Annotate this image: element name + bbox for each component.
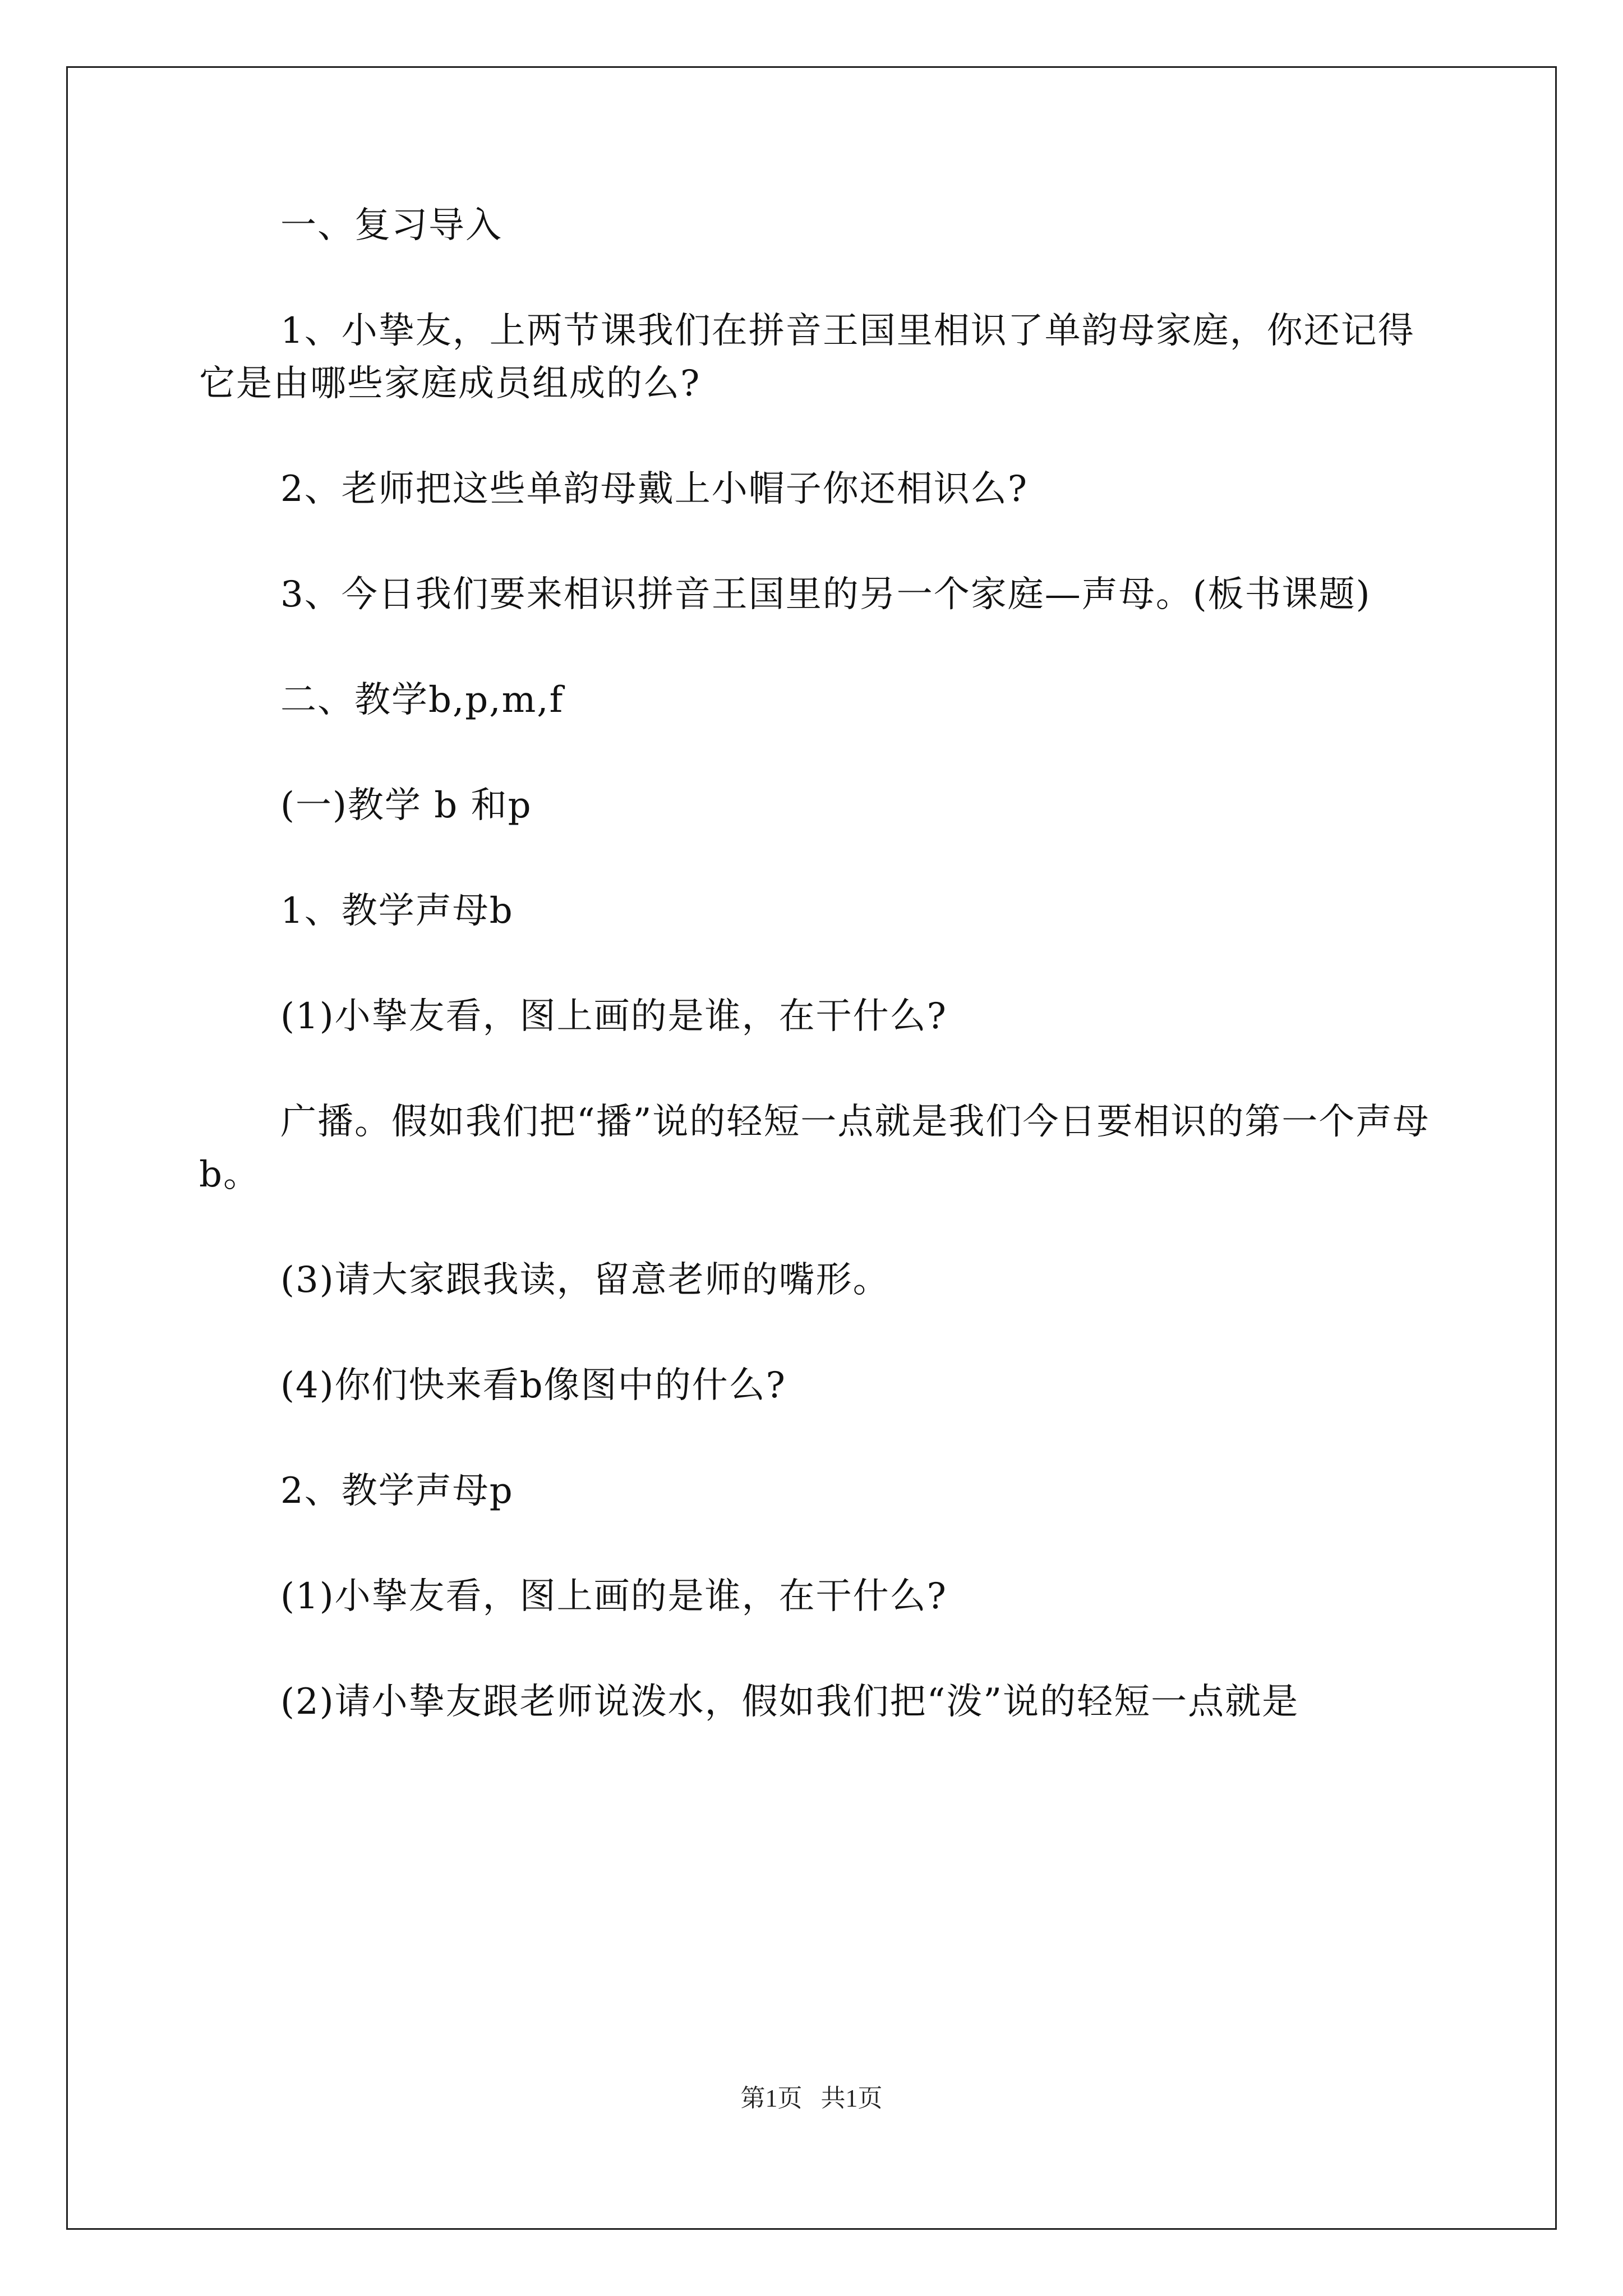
paragraph: 2、老师把这些单韵母戴上小帽子你还相识么? [280, 468, 1029, 510]
paragraph: (3)请大家跟我读，留意老师的嘴形。 [280, 1259, 890, 1301]
paragraph: 二、教学b,p,m,f [280, 679, 564, 721]
paragraph: 广播。假如我们把“播”说的轻短一点就是我们今日要相识的第一个声母b。 [199, 1101, 1430, 1195]
page-footer [0, 2078, 1623, 2114]
paragraph: 一、复习导入 [280, 205, 502, 246]
paragraph: (1)小挚友看，图上画的是谁，在干什么? [280, 1576, 947, 1617]
total-pages-label: 共1页 [820, 2085, 883, 2112]
paragraph: (1)小挚友看，图上画的是谁，在干什么? [280, 996, 947, 1037]
paragraph: (2)请小挚友跟老师说泼水，假如我们把“泼”说的轻短一点就是 [280, 1681, 1299, 1723]
current-page-label: 第1页 [740, 2085, 803, 2112]
paragraph: (4)你们快来看b像图中的什么? [280, 1365, 786, 1406]
paragraph: 1、小挚友，上两节课我们在拼音王国里相识了单韵母家庭，你还记得它是由哪些家庭成员组成的么? [199, 310, 1415, 404]
paragraph: 2、教学声母p [280, 1470, 514, 1512]
document-body [199, 199, 1433, 1781]
paragraph: 1、教学声母b [280, 890, 514, 932]
paragraph: 3、今日我们要来相识拼音王国里的另一个家庭—声母。(板书课题) [280, 574, 1371, 615]
paragraph: (一)教学 b 和p [280, 785, 532, 826]
